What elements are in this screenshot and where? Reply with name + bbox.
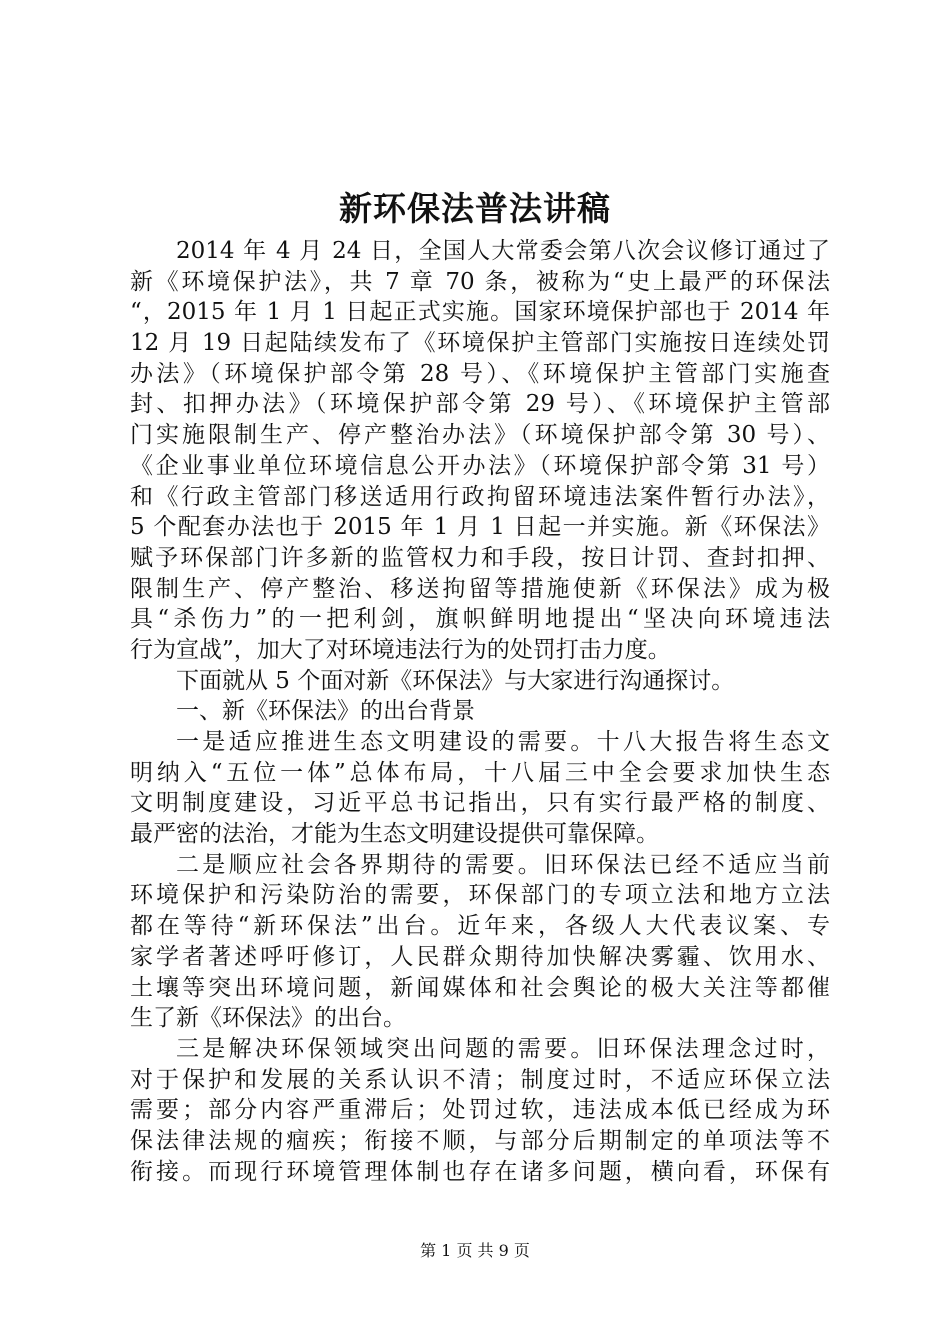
body-line: 具“杀伤力”的一把利剑，旗帜鲜明地提出“坚决向环境违法: [130, 606, 830, 633]
body-line: 赋予环保部门许多新的监管权力和手段，按日计罚、查封扣押、: [130, 544, 830, 571]
document-title: 新环保法普法讲稿: [339, 189, 611, 228]
body-line: 2014 年 4 月 24 日，全国人大常委会第八次会议修订通过了: [176, 238, 830, 264]
body-line: 环境保护和污染防治的需要，环保部门的专项立法和地方立法: [130, 882, 830, 909]
body-line: 三是解决环保领域突出问题的需要。旧环保法理念过时，: [176, 1035, 830, 1062]
body-line: 需要；部分内容严重滞后；处罚过软，违法成本低已经成为环: [130, 1097, 830, 1124]
body-line: 土壤等突出环境问题，新闻媒体和社会舆论的极大关注等都催: [130, 974, 830, 1001]
body-line: 家学者著述呼吁修订，人民群众期待加快解决雾霾、饮用水、: [130, 943, 830, 970]
body-line: 保法律法规的痼疾；衔接不顺，与部分后期制定的单项法等不: [130, 1127, 830, 1154]
body-line: 下面就从 5 个面对新《环保法》与大家进行沟通探讨。: [176, 667, 735, 694]
page-footer: 第 1 页 共 9 页: [420, 1241, 530, 1260]
body-line: 5 个配套办法也于 2015 年 1 月 1 日起一并实施。新《环保法》: [130, 514, 830, 541]
body-line: 对于保护和发展的关系认识不清；制度过时，不适应环保立法: [130, 1066, 830, 1093]
body-line: “，2015 年 1 月 1 日起正式实施。国家环境保护部也于 2014 年: [130, 299, 830, 326]
body-line: 最严密的法治，才能为生态文明建设提供可靠保障。: [130, 821, 659, 848]
body-line: 衔接。而现行环境管理体制也存在诸多问题，横向看，环保有: [130, 1158, 830, 1185]
body-line: 行为宣战”，加大了对环境违法行为的处罚打击力度。: [130, 636, 671, 663]
body-line: 生了新《环保法》的出台。: [130, 1005, 406, 1032]
body-line: 二是顺应社会各界期待的需要。旧环保法已经不适应当前: [176, 851, 830, 878]
body-line: 一、新《环保法》的出台背景: [176, 698, 475, 725]
body-line: 《企业事业单位环境信息公开办法》（环境保护部令第 31 号）: [130, 452, 830, 479]
body-line: 明纳入“五位一体”总体布局，十八届三中全会要求加快生态: [130, 759, 830, 786]
body-line: 办法》（环境保护部令第 28 号）、《环境保护主管部门实施查: [130, 360, 830, 387]
body-line: 新《环境保护法》，共 7 章 70 条，被称为“史上最严的环保法: [130, 268, 830, 295]
body-line: 12 月 19 日起陆续发布了《环境保护主管部门实施按日连续处罚: [130, 330, 830, 357]
body-line: 和《行政主管部门移送适用行政拘留环境违法案件暂行办法》，: [130, 483, 830, 510]
document-body: [130, 236, 830, 1187]
body-line: 都在等待“新环保法”出台。近年来，各级人大代表议案、专: [130, 913, 830, 940]
body-line: 限制生产、停产整治、移送拘留等措施使新《环保法》成为极: [130, 575, 830, 602]
body-line: 文明制度建设，习近平总书记指出，只有实行最严格的制度、: [130, 790, 830, 817]
body-line: 封、扣押办法》（环境保护部令第 29 号）、《环境保护主管部: [130, 391, 830, 418]
body-line: 门实施限制生产、停产整治办法》（环境保护部令第 30 号）、: [130, 422, 830, 449]
body-line: 一是适应推进生态文明建设的需要。十八大报告将生态文: [176, 729, 830, 755]
